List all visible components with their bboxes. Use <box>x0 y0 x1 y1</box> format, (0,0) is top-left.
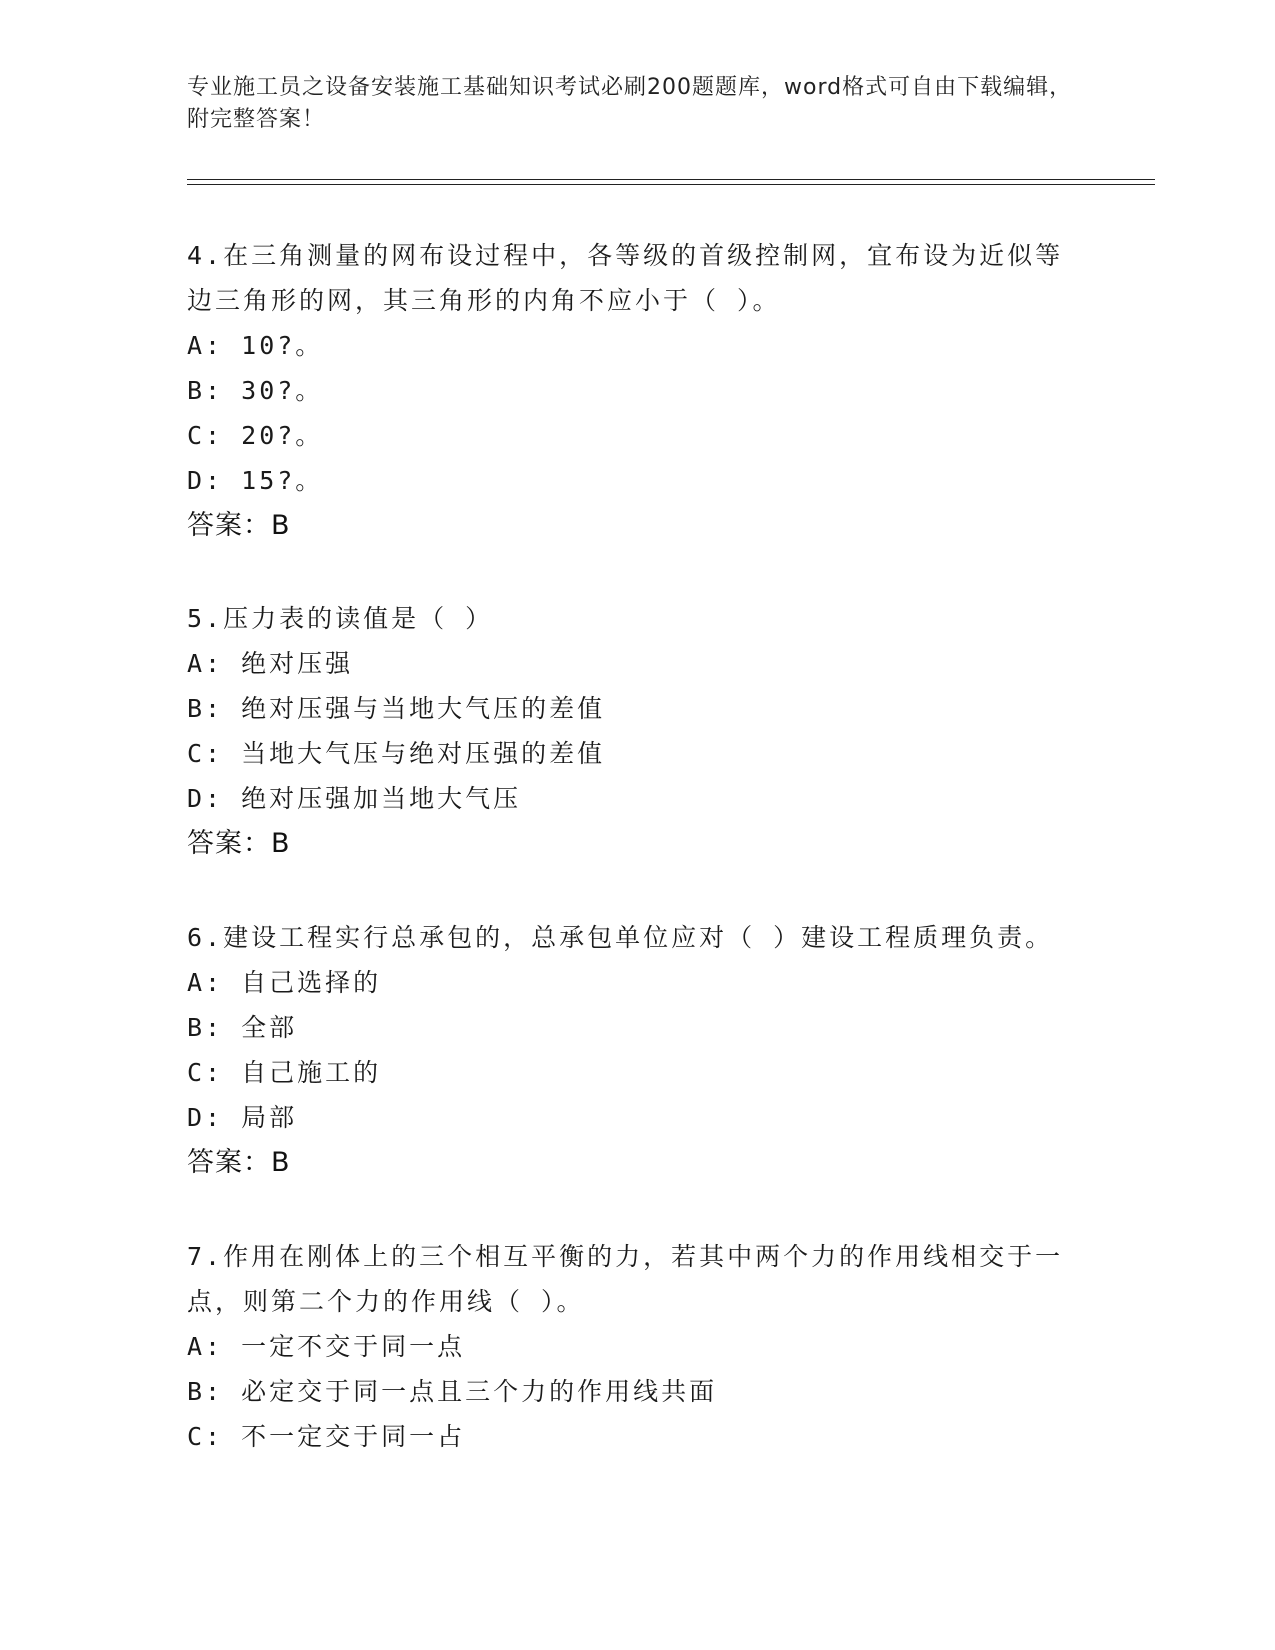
option-b: B: 绝对压强与当地大气压的差值 <box>187 694 606 723</box>
option-d: D: 15?。 <box>187 466 324 495</box>
question-5 <box>187 596 1087 866</box>
header-divider-top <box>187 179 1155 180</box>
option-b: B: 30?。 <box>187 376 324 405</box>
option-b: B: 必定交于同一点且三个力的作用线共面 <box>187 1377 718 1406</box>
answer: 答案：B <box>187 510 291 541</box>
header-divider-bottom <box>187 184 1155 185</box>
question-stem: 7.作用在刚体上的三个相互平衡的力，若其中两个力的作用线相交于一点，则第二个力的作用线（ ）。 <box>187 1242 1064 1316</box>
question-stem: 6.建设工程实行总承包的，总承包单位应对（ ）建设工程质理负责。 <box>187 923 1054 952</box>
option-b: B: 全部 <box>187 1013 298 1042</box>
option-a: A: 10?。 <box>187 331 324 360</box>
answer: 答案：B <box>187 828 291 859</box>
option-c: C: 不一定交于同一占 <box>187 1422 466 1451</box>
option-c: C: 自己施工的 <box>187 1058 382 1087</box>
option-d: D: 局部 <box>187 1103 298 1132</box>
question-4 <box>187 233 1087 548</box>
option-d: D: 绝对压强加当地大气压 <box>187 784 522 813</box>
question-7 <box>187 1234 1087 1459</box>
option-c: C: 当地大气压与绝对压强的差值 <box>187 739 606 768</box>
answer: 答案：B <box>187 1147 291 1178</box>
option-a: A: 绝对压强 <box>187 649 354 678</box>
option-a: A: 自己选择的 <box>187 968 382 997</box>
option-a: A: 一定不交于同一点 <box>187 1332 466 1361</box>
option-c: C: 20?。 <box>187 421 324 450</box>
question-6 <box>187 915 1087 1185</box>
question-stem: 5.压力表的读值是（ ） <box>187 604 494 633</box>
question-stem: 4.在三角测量的网布设过程中，各等级的首级控制网，宜布设为近似等边三角形的网，其三角形的内角不应小于（ ）。 <box>187 241 1064 315</box>
page-header-title: 专业施工员之设备安装施工基础知识考试必刷200题题库，word格式可自由下载编辑，附完整答案！ <box>187 75 1073 132</box>
